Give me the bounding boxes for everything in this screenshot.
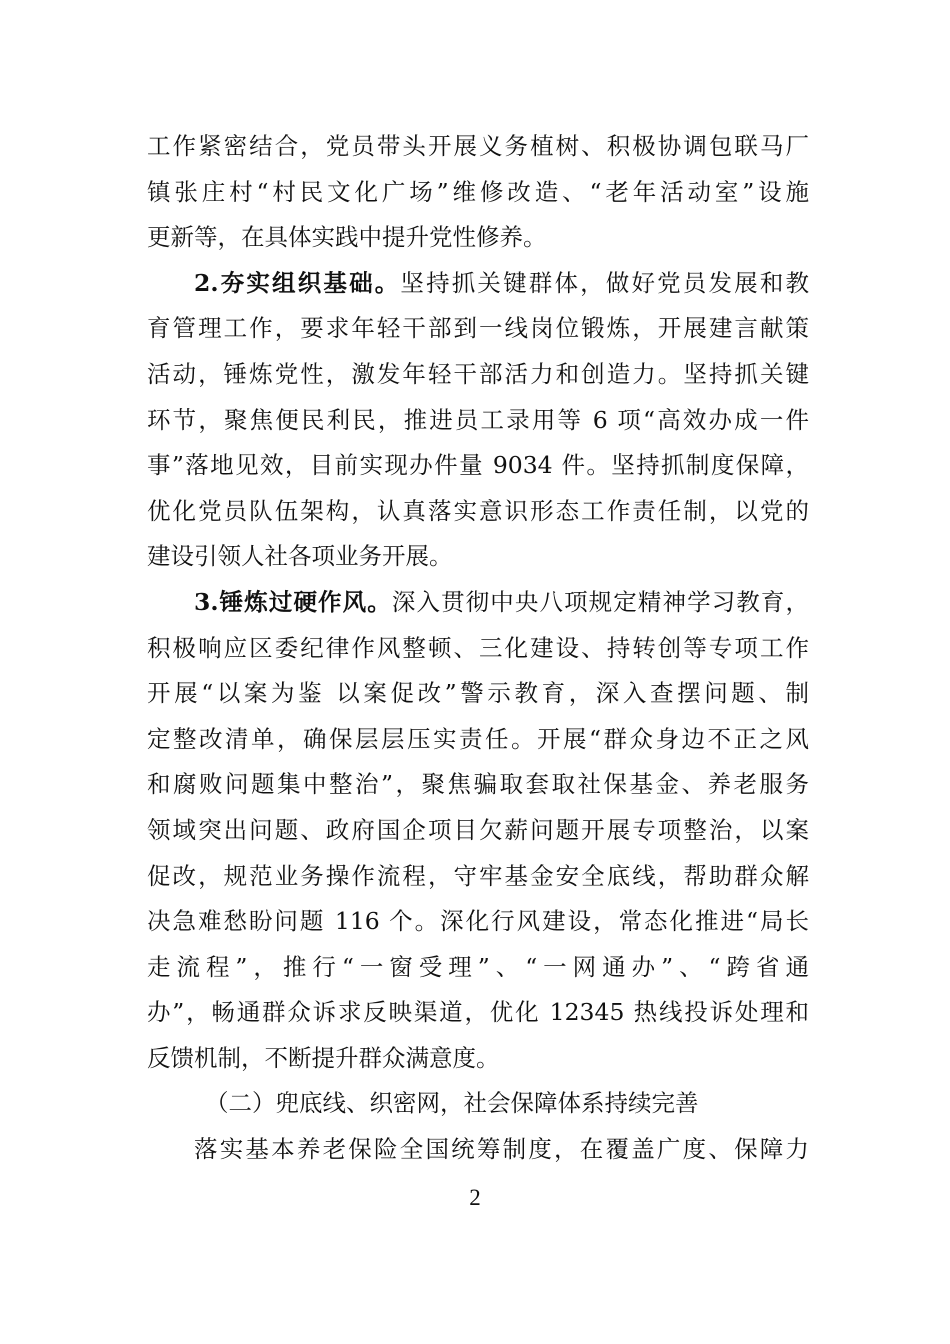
text-line bbox=[147, 261, 809, 307]
text-line: 办”，畅通群众诉求反映渠道，优化 12345 热线投诉处理和 bbox=[147, 998, 809, 1027]
document-body bbox=[147, 124, 809, 1173]
text-line: 和腐败问题集中整治”，聚焦骗取套取社保基金、养老服务 bbox=[147, 770, 809, 799]
text-line: 更新等，在具体实践中提升党性修养。 bbox=[147, 223, 547, 252]
text-line: 走流程”，推行“一窗受理”、“一网通办”、“跨省通 bbox=[147, 952, 809, 981]
text-run: 深入贯彻中央八项规定精神学习教育， bbox=[391, 587, 809, 616]
text-line: 工作紧密结合，党员带头开展义务植树、积极协调包联马厂 bbox=[147, 132, 809, 160]
text-line: 事”落地见效，目前实现办件量 9034 件。坚持抓制度保障， bbox=[147, 451, 809, 480]
text-line: 建设引领人社各项业务开展。 bbox=[147, 542, 453, 571]
text-line: 活动，锤炼党性，激发年轻干部活力和创造力。坚持抓关键 bbox=[147, 359, 809, 388]
section-heading: （二）兜底线、织密网，社会保障体系持续完善 bbox=[205, 1089, 699, 1118]
paragraph-heading: 3.锤炼过硬作风。 bbox=[194, 587, 392, 616]
text-line: 育管理工作，要求年轻干部到一线岗位锻炼，开展建言献策 bbox=[147, 314, 809, 343]
text-line: 积极响应区委纪律作风整顿、三化建设、持转创等专项工作 bbox=[147, 633, 809, 662]
paragraph-1 bbox=[147, 124, 809, 261]
text-line: 反馈机制，不断提升群众满意度。 bbox=[147, 1043, 500, 1072]
text-line: 落实基本养老保险全国统筹制度，在覆盖广度、保障力 bbox=[194, 1135, 809, 1164]
text-line bbox=[147, 580, 809, 626]
paragraph-4 bbox=[147, 1127, 809, 1173]
text-line: 定整改清单，确保层层压实责任。开展“群众身边不正之风 bbox=[147, 724, 809, 753]
paragraph-3 bbox=[147, 580, 809, 1082]
text-line: 领域突出问题、政府国企项目欠薪问题开展专项整治，以案 bbox=[147, 815, 809, 844]
text-line: 促改，规范业务操作流程，守牢基金安全底线，帮助群众解 bbox=[147, 861, 809, 890]
text-line: 环节，聚焦便民利民，推进员工录用等 6 项“高效办成一件 bbox=[147, 405, 809, 434]
page-number: 2 bbox=[469, 1185, 481, 1210]
text-line: 优化党员队伍架构，认真落实意识形态工作责任制，以党的 bbox=[147, 496, 809, 525]
text-line: 镇张庄村“村民文化广场”维修改造、“老年活动室”设施 bbox=[147, 177, 809, 206]
text-line: 开展“以案为鉴 以案促改”警示教育，深入查摆问题、制 bbox=[147, 679, 809, 708]
text-run: 坚持抓关键群体，做好党员发展和教 bbox=[400, 268, 809, 297]
paragraph-heading: 2.夯实组织基础。 bbox=[194, 268, 401, 297]
paragraph-2 bbox=[147, 261, 809, 580]
text-line: 决急难愁盼问题 116 个。深化行风建设，常态化推进“局长 bbox=[147, 907, 809, 936]
